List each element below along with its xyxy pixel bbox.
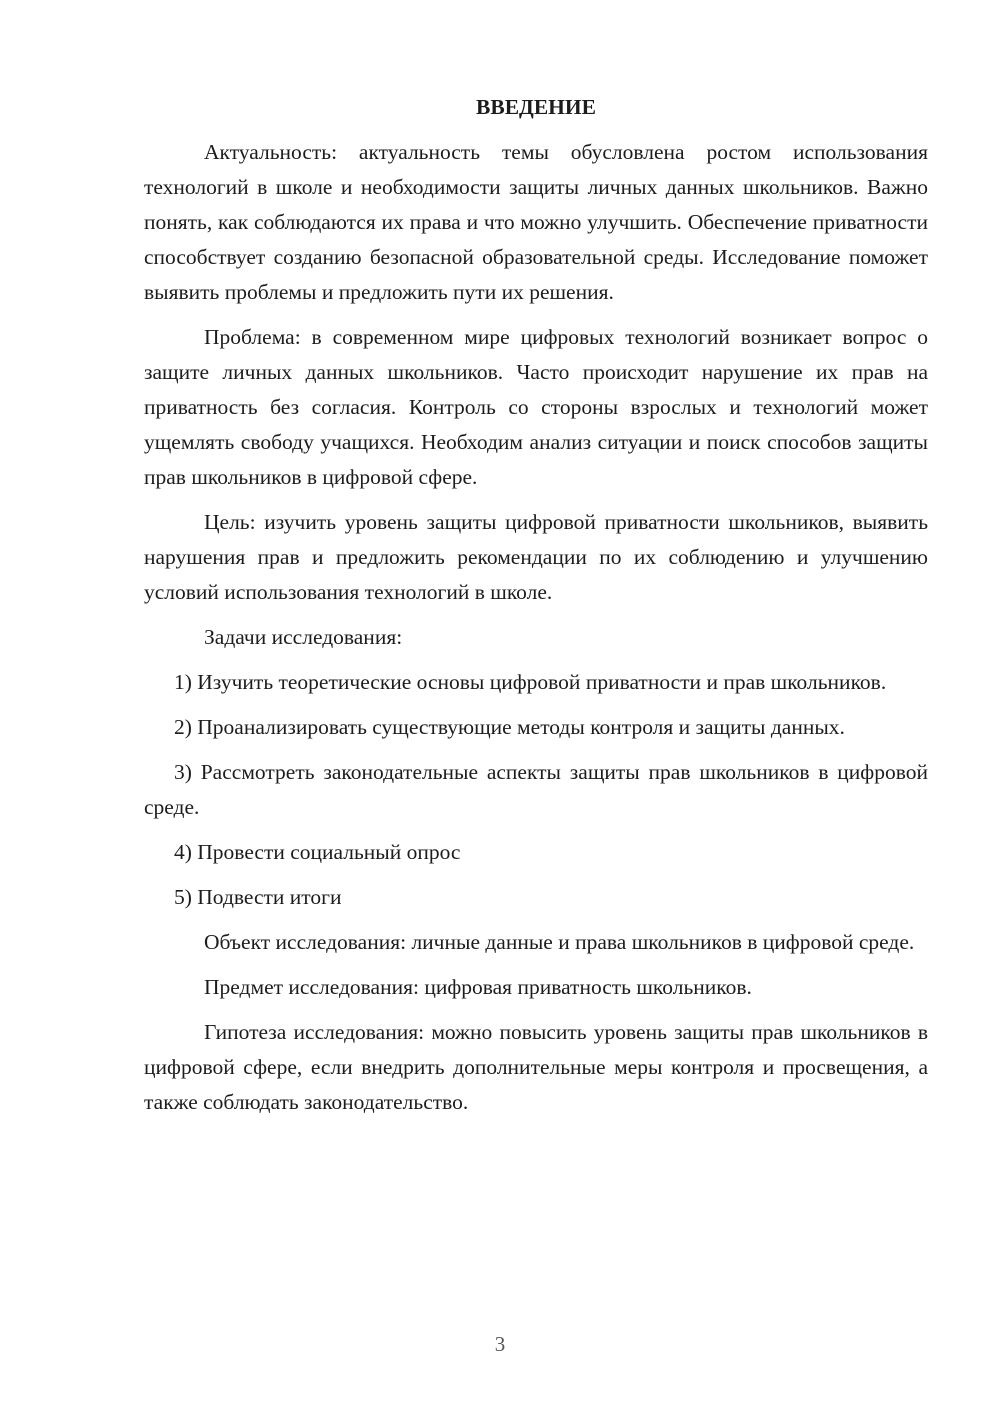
hypothesis-paragraph: Гипотеза исследования: можно повысить уровень защиты прав школьников в цифровой сфере, если внедрить дополнительные меры контроля и просвещения, а также соблюдать законодательство. <box>144 1020 928 1114</box>
document-page <box>144 90 928 1130</box>
relevance-paragraph: Актуальность: актуальность темы обусловлена ростом использования технологий в школе и необходимости защиты личных данных школьников. Важно понять, как соблюдаются их права и что можно улучшить. Обеспечение приватности способствует созданию безопасной образовательной среды. Исследование поможет выявить проблемы и предложить пути их решения. <box>144 140 928 304</box>
page-number: 3 <box>494 1332 506 1356</box>
task-item: 3) Рассмотреть законодательные аспекты защиты прав школьников в цифровой среде. <box>144 760 928 819</box>
tasks-heading: Задачи исследования: <box>204 625 403 649</box>
goal-paragraph: Цель: изучить уровень защиты цифровой приватности школьников, выявить нарушения прав и предложить рекомендации по их соблюдению и улучшению условий использования технологий в школе. <box>144 510 928 604</box>
object-paragraph: Объект исследования: личные данные и права школьников в цифровой среде. <box>204 930 915 954</box>
section-title: ВВЕДЕНИЕ <box>476 95 596 119</box>
task-item: 4) Провести социальный опрос <box>174 840 461 864</box>
task-item: 2) Проанализировать существующие методы контроля и защиты данных. <box>174 715 845 739</box>
subject-paragraph: Предмет исследования: цифровая приватность школьников. <box>204 975 752 999</box>
task-item: 5) Подвести итоги <box>174 885 342 909</box>
problem-paragraph: Проблема: в современном мире цифровых технологий возникает вопрос о защите личных данных школьников. Часто происходит нарушение их прав на приватность без согласия. Контроль со стороны взрослых и технологий может ущемлять свободу учащихся. Необходим анализ ситуации и поиск способов защиты прав школьников в цифровой сфере. <box>144 325 928 489</box>
task-item: 1) Изучить теоретические основы цифровой приватности и прав школьников. <box>174 670 887 694</box>
